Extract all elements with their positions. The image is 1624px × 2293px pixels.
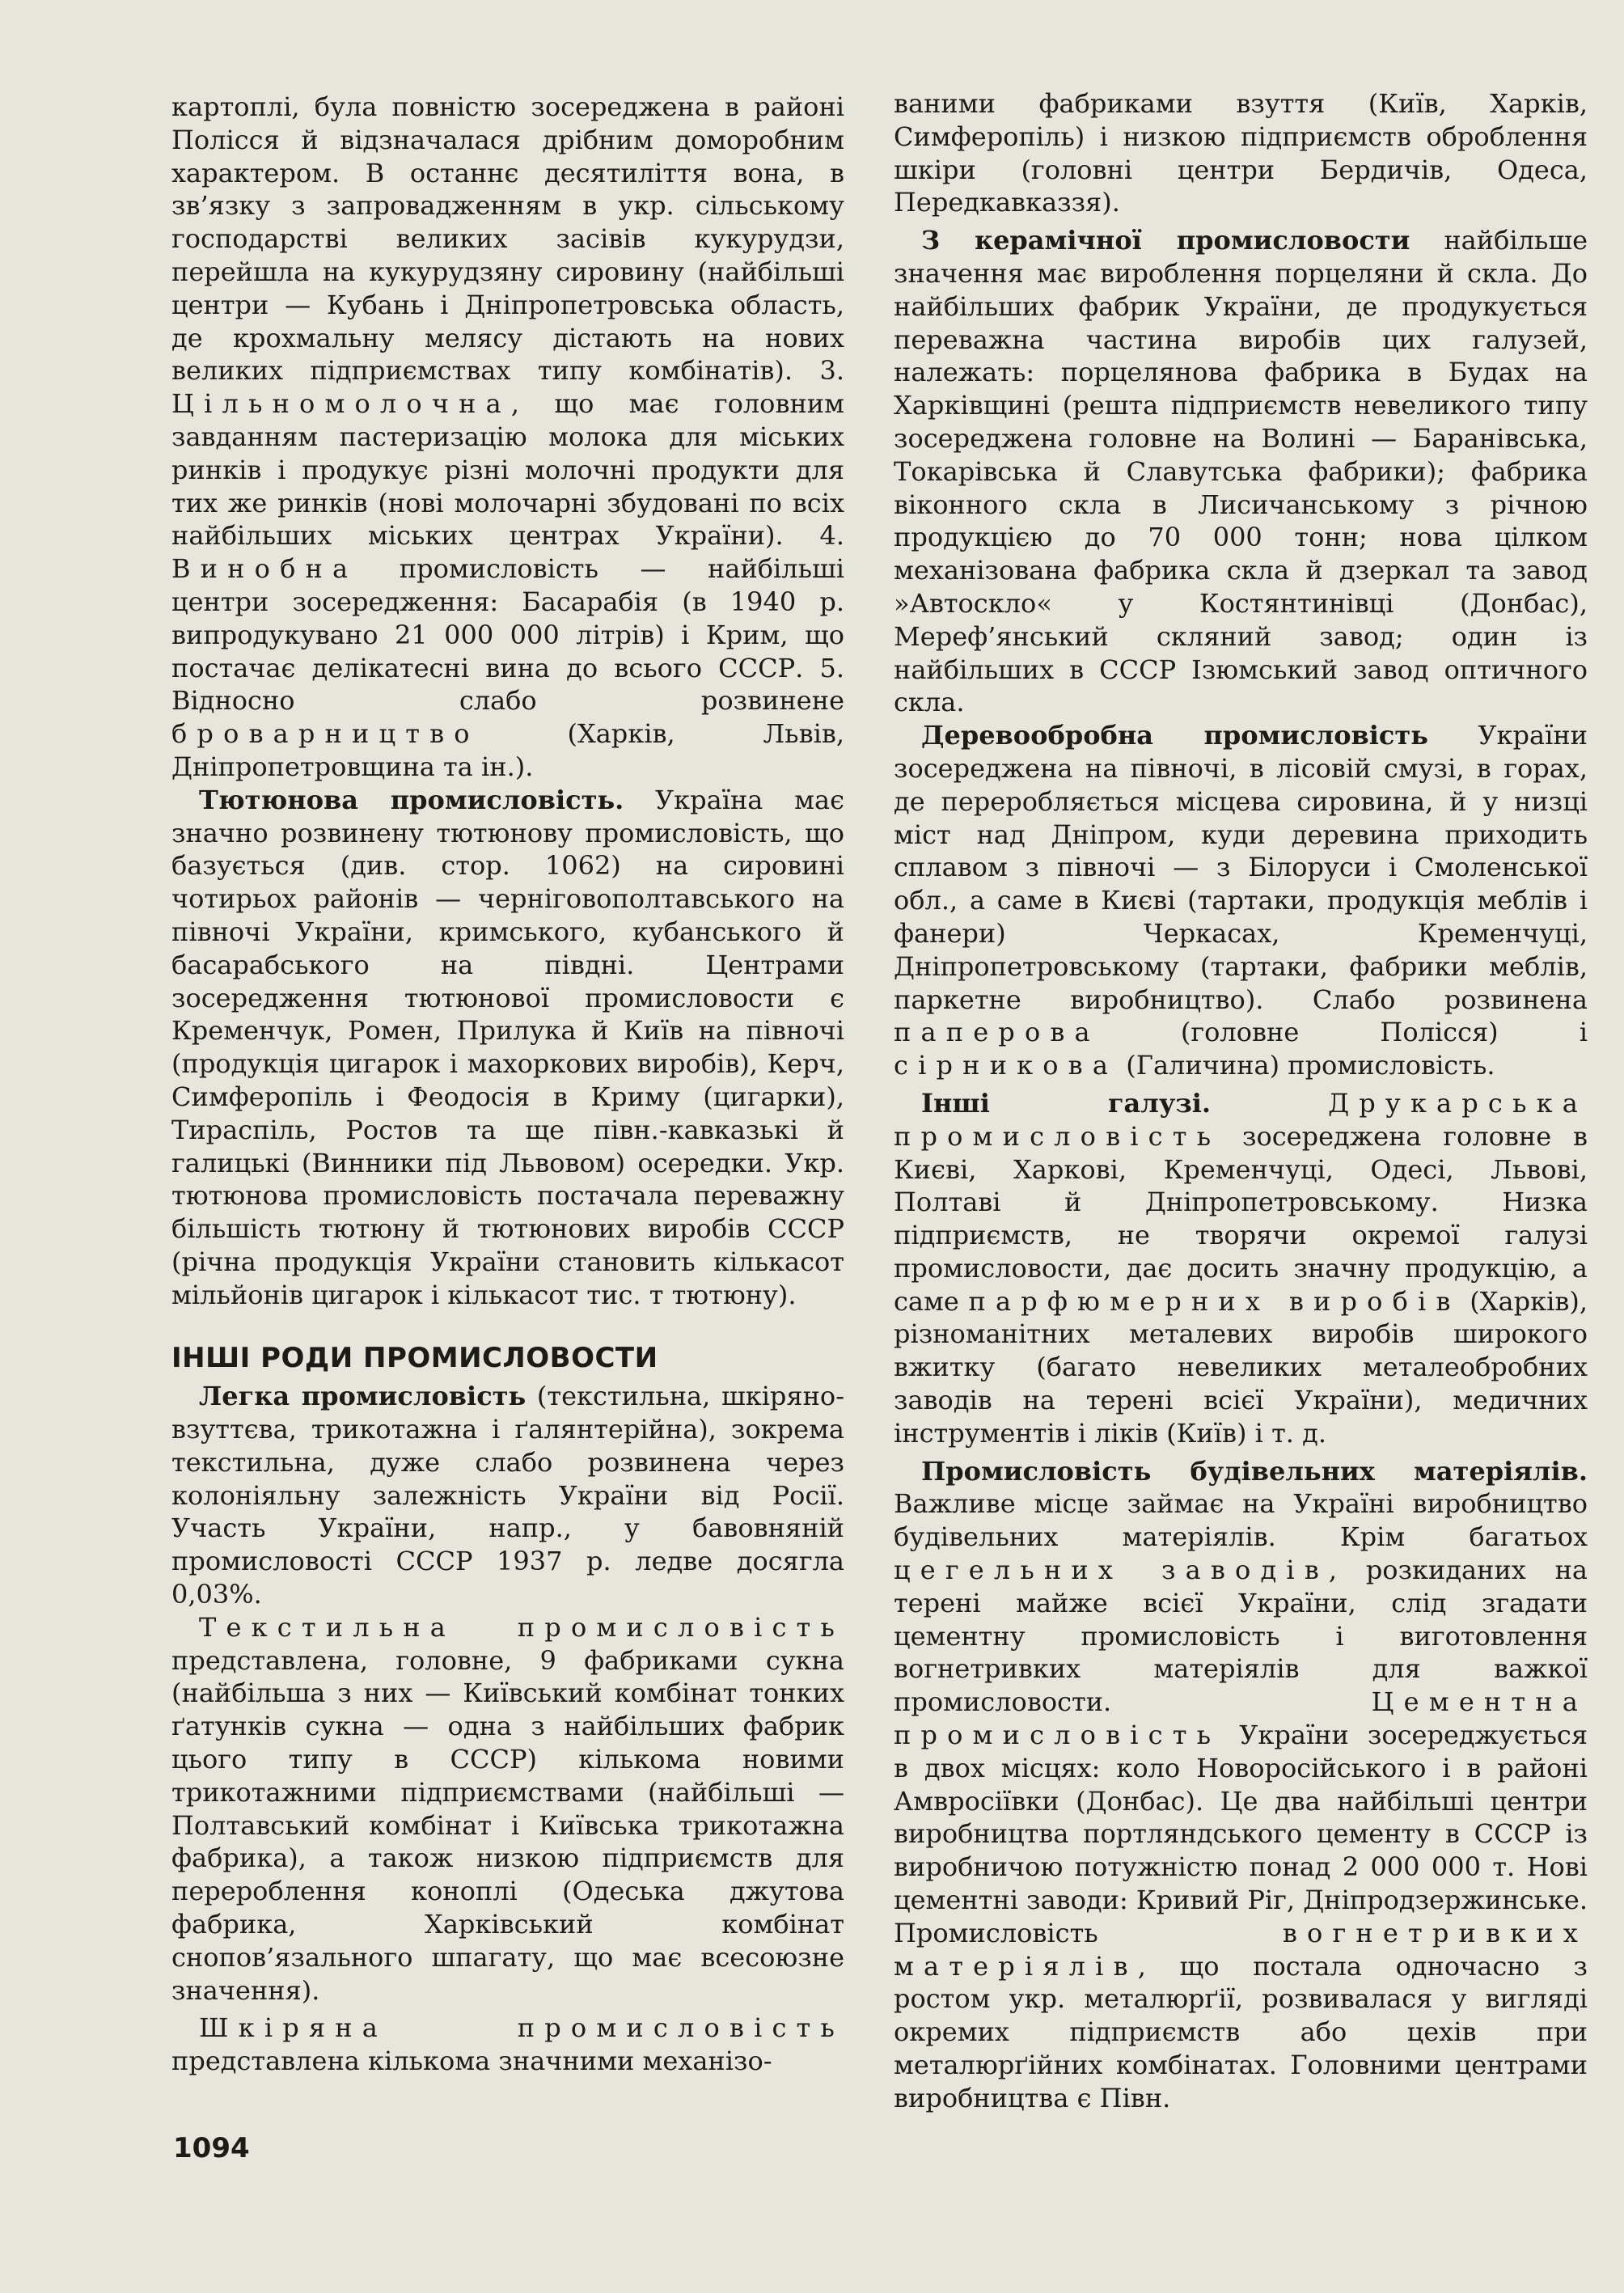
paragraph-food-industry-cont: картоплі, була повністю зосереджена в районі Полісся й відзначалася дрібним доморобним характером. В останнє десятиліття вона, в зв’язку з запровадженням в укр. сільському господарстві великих засівів кукурудзи, перейшла на кукурудзяну сировину (найбільші центри — Кубань і Дніпропетровська область, де крохмальну мелясу дістають на нових великих підприємствах типу комбінатів). 3. Цільномолочна, що має головним завданням пастеризацію молока для міських ринків і продукує різні молочні продукти для тих же ринків (нові молочарні збудовані по всіх найбільших міських центрах України). 4. Винобна промисловість — найбільші центри зосередження: Басарабія (в 1940 р. випродукувано 21 000 000 літрів) і Крим, що постачає делікатесні вина до всього СССР. 5. Відносно слабо розвинене броварництво (Харків, Львів, Дніпропетровщина та ін.). — [171, 91, 844, 782]
right-column — [894, 87, 1588, 2115]
paragraph-leather: Шкіряна промисловість представлена кількома значними механізо- — [171, 2012, 844, 2077]
paragraph-ceramics: З керамічної промисловости найбільше значення має вироблення порцеляни й скла. До найбільших фабрик України, де продукується переважна частина виробів цих галузей, належать: порцелянова фабрика в Будах на Харківщині (решта підприємств невеликого типу зосереджена головне на Волині — Баранівська, Токарівська й Славутська фабрики); фабрика віконного скла в Лисичанському з річною продукцією до 70 000 тонн; нова цілком механізована фабрика скла й дзеркал та завод »Автоскло« у Костянтинівці (Донбас), Мереф’янський скляний завод; один із найбільших в СССР Ізюмський завод оптичного скла. — [894, 225, 1588, 718]
paragraph-textile: Текстильна промисловість представлена, головне, 9 фабриками сукна (найбільша з них — Київський комбінат тонких ґатунків сукна — одна з найбільших фабрик цього типу в СССР) кількома новими трикотажними підприємствами (найбільші — Полтавський комбінат і Київська трикотажна фабрика), а також низкою підприємств для перероблення коноплі (Одеська джутова фабрика, Харківський комбінат снопов’язального шпагату, що має всесоюзне значення). — [171, 1611, 844, 2006]
paragraph-building-materials: Промисловість будівельних матеріялів. Важливе місце займає на Україні виробництво будівельних матеріялів. Крім багатьох цегельних заводів, розкиданих на терені майже всієї України, слід згадати цементну промисловість і виготовлення вогнетривких матеріялів для важкої промисловости. Цементна промисловість України зосереджується в двох місцях: коло Новоросійського і в районі Амвросіївки (Донбас). Це два найбільші центри виробництва портляндського цементу в СССР із виробничою потужністю понад 2 000 000 т. Нові цементні заводи: Кривий Ріг, Дніпродзержинське. Промисловість вогнетривких матеріялів, що постала одночасно з ростом укр. металюрґії, розвивалася у вигляді окремих підприємств або цехів при металюрґійних комбінатах. Головними центрами виробництва є Півн. — [894, 1455, 1588, 2113]
paragraph-tobacco: Тютюнова промисловість. Україна має значно розвинену тютюнову промисловість, що базується (див. стор. 1062) на сировині чотирьох районів — черніговополтавського на півночі України, кримського, кубанського й басарабського на півдні. Центрами зосередження тютюнової промисловости є Кременчук, Ромен, Прилука й Київ на півночі (продукція цигарок і махоркових виробів), Керч, Симферопіль і Феодосія в Криму (цигарки), Тираспіль, Ростов та ще півн.-кавказькі й галицькі (Винники під Львовом) осередки. Укр. тютюнова промисловість постачала переважну більшість тютюну й тютюнових виробів СССР (річна продукція України становить кількасот мільйонів цигарок і кількасот тис. т тютюну). — [171, 784, 845, 1310]
section-heading: ІНШІ РОДИ ПРОМИСЛОВОСТИ — [171, 1342, 658, 1375]
left-column — [171, 91, 844, 2078]
paragraph-other-branches: Інші галузі. Друкарська промисловість зосереджена головне в Києві, Харкові, Кременчуці, Одесі, Львові, Полтаві й Дніпропетровському. Низка підприємств, не творячи окремої галузі промисловости, дає досить значну продукцію, а саме парфюмерних виробів (Харків), різноманітних металевих виробів широкого вжитку (багато невеликих металеобробних заводів на терені всієї України), медичних інструментів і ліків (Київ) і т. д. — [894, 1087, 1588, 1449]
paragraph-light-industry: Легка промисловість (текстильна, шкіряно-взуттєва, трикотажна і ґалянтерійна), зокрема текстильна, дуже слабо розвинена через колоніяльну залежність України від Росії. Участь України, напр., у бавовняній промисловості СССР 1937 р. ледве досягла 0,03%. — [171, 1381, 844, 1610]
paragraph-leather-cont: ваними фабриками взуття (Київ, Харків, Симферопіль) і низкою підприємств оброблення шкіри (головні центри Бердичів, Одеса, Передкавказзя). — [894, 88, 1588, 218]
page-number: 1094 — [173, 2132, 250, 2164]
paragraph-woodworking: Деревообробна промисловість України зосереджена на півночі, в лісовій смузі, в горах, де переробляється місцева сировина, й у низці міст над Дніпром, куди деревина приходить сплавом з півночі — з Білоруси і Смоленської обл., а саме в Києві (тартаки, продукція меблів і фанери) Черкасах, Кременчуці, Дніпропетровському (тартаки, фабрики меблів, паркетне виробництво). Слабо розвинена паперова (головне Полісся) і сірникова (Галичина) промисловість. — [894, 720, 1588, 1081]
